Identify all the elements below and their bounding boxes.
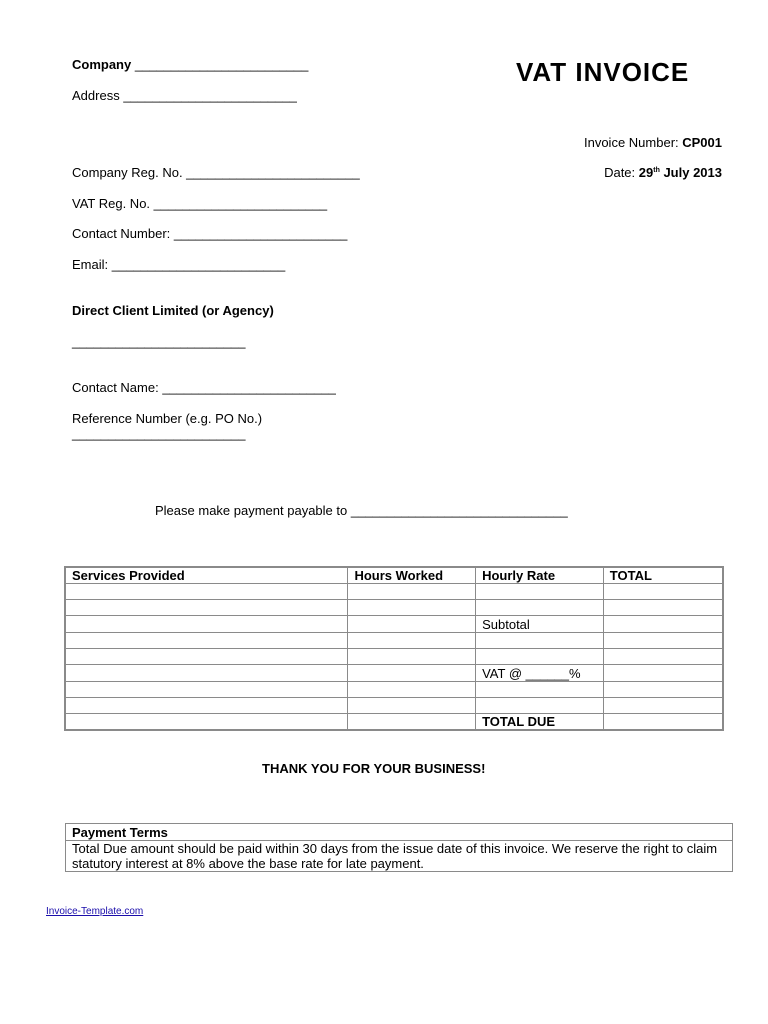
table-cell[interactable] (65, 600, 348, 616)
header-rate: Hourly Rate (476, 567, 604, 583)
company-label: Company (72, 57, 132, 72)
payment-terms-text: Total Due amount should be paid within 30 days from the issue date of this invoice. We reserve the right to claim statutory interest at 8% above the base rate for late payment. (66, 841, 733, 872)
vat-reg-no: VAT Reg. No. ________________________ (72, 196, 328, 211)
company-reg-no: Company Reg. No. ________________________ (72, 165, 360, 180)
table-cell[interactable] (348, 600, 476, 616)
thank-you-message: THANK YOU FOR YOUR BUSINESS! (262, 761, 486, 776)
page-title: VAT INVOICE (516, 57, 690, 87)
date-rest: July 2013 (659, 165, 722, 180)
table-row (65, 665, 723, 681)
contact-name: Contact Name: ________________________ (72, 380, 336, 395)
company-blank: ________________________ (134, 57, 309, 72)
payment-terms-heading: Payment Terms (66, 824, 733, 841)
table-cell[interactable] (603, 600, 723, 616)
client-heading: Direct Client Limited (or Agency) (72, 303, 274, 318)
table-row (65, 632, 723, 648)
table-cell[interactable] (603, 632, 723, 648)
reference-blank: ________________________ (72, 426, 246, 441)
table-row (65, 697, 723, 713)
invoice-number-value: CP001 (682, 135, 722, 150)
date-label: Date: (604, 165, 639, 180)
date-suffix: th (653, 167, 660, 174)
invoice-date (604, 165, 722, 181)
table-cell[interactable] (476, 681, 604, 697)
total-due-label: TOTAL DUE (476, 714, 604, 730)
email-field: Email: ________________________ (72, 257, 286, 272)
table-cell[interactable] (65, 665, 348, 681)
table-cell[interactable] (603, 583, 723, 599)
table-cell[interactable] (476, 600, 604, 616)
subtotal-label: Subtotal (476, 616, 604, 632)
vat-value[interactable] (603, 665, 723, 681)
table-cell[interactable] (65, 632, 348, 648)
services-table (64, 566, 724, 731)
table-cell[interactable] (476, 648, 604, 664)
table-row (65, 648, 723, 664)
address-label: Address (72, 88, 120, 103)
date-day: 29 (638, 165, 654, 180)
payment-payable: Please make payment payable to ______________________________ (155, 503, 568, 518)
table-row (65, 583, 723, 599)
table-cell[interactable] (348, 681, 476, 697)
table-cell[interactable] (65, 648, 348, 664)
payment-terms-table (65, 823, 733, 872)
reference-label: Reference Number (e.g. PO No.) (72, 411, 263, 426)
table-cell[interactable] (348, 665, 476, 681)
footer-link[interactable]: Invoice-Template.com (46, 906, 144, 917)
table-cell[interactable] (348, 648, 476, 664)
table-cell[interactable] (65, 714, 348, 730)
table-cell[interactable] (476, 697, 604, 713)
header-total: TOTAL (603, 567, 723, 583)
table-cell[interactable] (476, 583, 604, 599)
table-cell[interactable] (348, 697, 476, 713)
table-cell[interactable] (603, 697, 723, 713)
vat-label: VAT @ ______% (476, 665, 604, 681)
table-cell[interactable] (476, 632, 604, 648)
header-hours: Hours Worked (348, 567, 476, 583)
address-blank: ________________________ (123, 88, 297, 103)
table-cell[interactable] (65, 681, 348, 697)
total-due-value[interactable] (603, 714, 723, 730)
table-row (65, 714, 723, 730)
table-cell[interactable] (348, 632, 476, 648)
table-cell[interactable] (603, 681, 723, 697)
table-row (65, 616, 723, 632)
address-line (72, 88, 297, 104)
client-name-blank: ________________________ (72, 334, 246, 349)
table-row (65, 681, 723, 697)
table-cell[interactable] (65, 616, 348, 632)
table-cell[interactable] (348, 583, 476, 599)
company-line (72, 57, 308, 73)
invoice-number-label: Invoice Number: (583, 135, 683, 150)
table-cell[interactable] (65, 583, 348, 599)
header-services: Services Provided (65, 567, 348, 583)
invoice-number (584, 135, 722, 151)
table-cell[interactable] (348, 714, 476, 730)
table-row (65, 600, 723, 616)
table-cell[interactable] (348, 616, 476, 632)
contact-number: Contact Number: ________________________ (72, 226, 348, 241)
subtotal-value[interactable] (603, 616, 723, 632)
table-cell[interactable] (603, 648, 723, 664)
table-header-row (65, 567, 723, 583)
table-cell[interactable] (65, 697, 348, 713)
